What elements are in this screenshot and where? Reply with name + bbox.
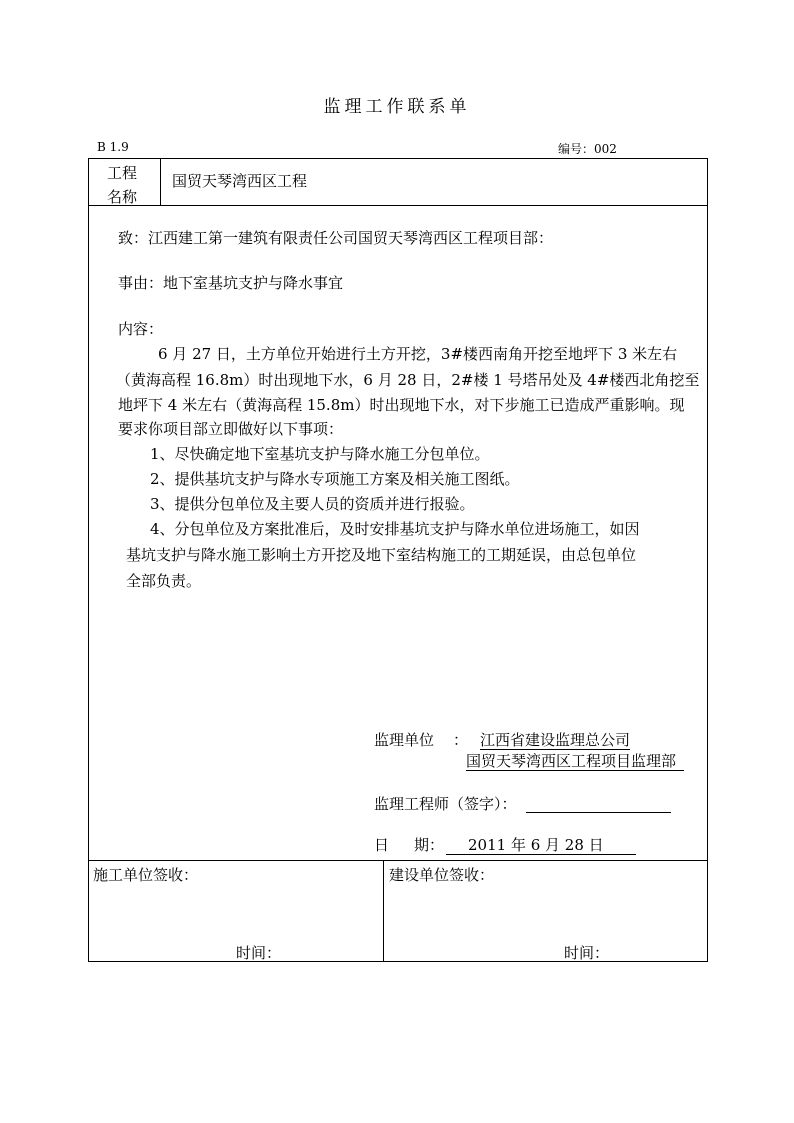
project-label-line2: 名称 [107, 188, 138, 206]
date-value: 2011 年 6 月 28 日 [446, 836, 636, 855]
engineer-signature-line [526, 812, 671, 813]
content-line: 6 月 27 日，土方单位开始进行土方开挖，3#楼西南角开挖至地坪下 3 米左右 [158, 345, 678, 363]
engineer-signature-label: 监理工程师（签字）： [374, 795, 517, 813]
supervision-dept-name: 国贸天琴湾西区工程项目监理部 [466, 752, 684, 771]
form-number: 编号：002 [558, 142, 617, 156]
time-right: 时间： [564, 944, 610, 962]
item-4-continuation: 基坑支护与降水施工影响土方开挖及地下室结构施工的工期延误，由总包单位 [126, 546, 637, 564]
supervision-unit-label: 监理单位 [374, 731, 435, 749]
item-3: 3、提供分包单位及主要人员的资质并进行报验。 [150, 495, 475, 513]
supervision-unit-colon: ： [453, 731, 469, 749]
content-line: 要求你项目部立即做好以下事项： [118, 420, 344, 438]
content-line: 地坪下 4 米左右（黄海高程 15.8m）时出现地下水，对下步施工已造成严重影响。现 [118, 396, 685, 414]
project-label-line1: 工程 [107, 164, 138, 182]
project-name: 国贸天琴湾西区工程 [172, 172, 308, 190]
form-code: B 1.9 [97, 140, 129, 154]
item-2: 2、提供基坑支护与降水专项施工方案及相关施工图纸。 [150, 470, 520, 488]
row-divider-footer [88, 860, 708, 861]
construction-unit-sign: 施工单位签收： [93, 866, 199, 884]
item-1: 1、尽快确定地下室基坑支护与降水施工分包单位。 [150, 445, 490, 463]
supervision-unit-name: 江西省建设监理总公司 [480, 731, 631, 749]
content-line: （黄海高程 16.8m）时出现地下水，6 月 28 日，2#楼 1 号塔吊处及 4#楼西北角挖至 [116, 371, 700, 389]
owner-unit-sign: 建设单位签收： [389, 866, 495, 884]
page-title: 监理工作联系单 [323, 97, 471, 117]
date-label-2: 期： [414, 836, 445, 854]
addressee: 致：江西建工第一建筑有限责任公司国贸天琴湾西区工程项目部： [118, 229, 554, 247]
content-label: 内容： [118, 320, 164, 338]
time-left: 时间： [236, 944, 282, 962]
date-label-1: 日 [374, 836, 390, 854]
col-divider-footer [383, 860, 384, 962]
col-divider-project [160, 158, 161, 205]
item-4: 4、分包单位及方案批准后，及时安排基坑支护与降水单位进场施工，如因 [150, 520, 640, 538]
item-4-continuation: 全部负责。 [126, 572, 202, 590]
row-divider-project [88, 205, 708, 206]
subject: 事由：地下室基坑支护与降水事宜 [118, 274, 344, 292]
